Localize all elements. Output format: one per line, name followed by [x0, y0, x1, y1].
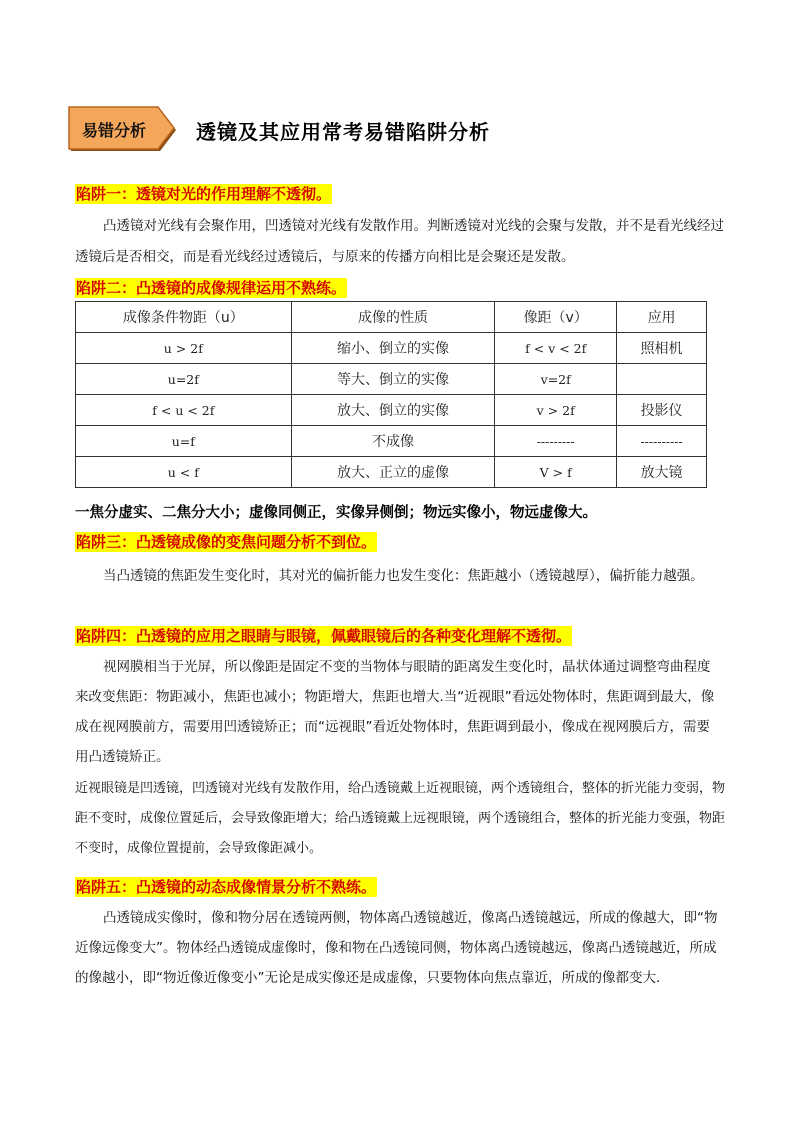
- trap-4-paragraph-2: 近视眼镜是凹透镜，凹透镜对光线有发散作用，给凸透镜戴上近视眼镜，两个透镜组合，整体的折光能力变弱，物距不变时，成像位置延后，会导致像距增大；给凸透镜戴上远视眼镜，两个透镜组合，整体的折光能力变强，物距不变时，成像位置提前，会导致像距减小。: [75, 781, 726, 856]
- error-analysis-tag: [68, 106, 178, 152]
- table-cell: f < u < 2f: [76, 395, 292, 426]
- table-cell: 照相机: [617, 333, 707, 364]
- table-row: [76, 426, 707, 457]
- table-row: [76, 333, 707, 364]
- trap-heading-4: 陷阱四：凸透镜的应用之眼睛与眼镜，佩戴眼镜后的各种变化理解不透彻。: [76, 627, 572, 645]
- table-header-cell: 成像的性质: [291, 302, 495, 333]
- table-cell: 不成像: [291, 426, 495, 457]
- table-row: [76, 364, 707, 395]
- tag-label: 易错分析: [82, 121, 147, 140]
- table-cell: u > 2f: [76, 333, 292, 364]
- table-cell: v=2f: [495, 364, 617, 395]
- trap-heading-2: 陷阱二：凸透镜的成像规律运用不熟练。: [76, 279, 347, 297]
- trap-4-paragraph-1: 视网膜相当于光屏，所以像距是固定不变的当物体与眼睛的距离发生变化时，晶状体通过调整弯曲程度来改变焦距：物距减小，焦距也减小；物距增大，焦距也增大.当“近视眼”看远处物体时，焦距调到最大，像成在视网膜前方，需要用凹透镜矫正；而“远视眼”看近处物体时，焦距调到最小，像成在视网膜后方，需要用凸透镜矫正。: [75, 659, 715, 765]
- trap-5-paragraph: 凸透镜成实像时，像和物分居在透镜两侧，物体离凸透镜越近，像离凸透镜越远，所成的像越大，即“物近像远像变大”。物体经凸透镜成虚像时，像和物在凸透镜同侧，物体离凸透镜越远，像离凸透镜越近，所成的像越小，即“物近像近像变小”无论是成实像还是成虚像，只要物体向焦点靠近，所成的像都变大.: [75, 910, 718, 986]
- table-row: [76, 395, 707, 426]
- table-cell: 放大镜: [617, 457, 707, 488]
- table-cell: 放大、倒立的实像: [291, 395, 495, 426]
- table-cell: 等大、倒立的实像: [291, 364, 495, 395]
- trap-heading-1: 陷阱一：透镜对光的作用理解不透彻。: [76, 185, 332, 203]
- table-cell: 缩小、倒立的实像: [291, 333, 495, 364]
- trap-heading-5: 陷阱五：凸透镜的动态成像情景分析不熟练。: [76, 878, 377, 896]
- table-cell: ---------: [495, 426, 617, 457]
- table-cell: u=2f: [76, 364, 292, 395]
- mnemonic-summary: 一焦分虚实、二焦分大小；虚像同侧正，实像异侧倒；物远实像小，物远虚像大。: [75, 505, 597, 521]
- table-cell: f < v < 2f: [495, 333, 617, 364]
- table-row: [76, 457, 707, 488]
- table-cell: V > f: [495, 457, 617, 488]
- table-cell: 投影仪: [617, 395, 707, 426]
- imaging-rules-table: [75, 301, 707, 488]
- table-cell: u < f: [76, 457, 292, 488]
- table-cell: v > 2f: [495, 395, 617, 426]
- trap-heading-3: 陷阱三：凸透镜成像的变焦问题分析不到位。: [76, 533, 377, 551]
- table-cell: 放大、正立的虚像: [291, 457, 495, 488]
- table-header-row: [76, 302, 707, 333]
- table-cell: u=f: [76, 426, 292, 457]
- table-header-cell: 像距（v）: [495, 302, 617, 333]
- trap-3-paragraph: 当凸透镜的焦距发生变化时，其对光的偏折能力也发生变化：焦距越小（透镜越厚），偏折能力越强。: [103, 568, 704, 584]
- table-header-cell: 应用: [617, 302, 707, 333]
- table-cell: ----------: [617, 426, 707, 457]
- page-title: 透镜及其应用常考易错陷阱分析: [196, 120, 490, 144]
- table-header-cell: 成像条件物距（u）: [76, 302, 292, 333]
- table-cell: [617, 364, 707, 395]
- trap-1-paragraph: 凸透镜对光线有会聚作用，凹透镜对光线有发散作用。判断透镜对光线的会聚与发散，并不是看光线经过透镜后是否相交，而是看光线经过透镜后，与原来的传播方向相比是会聚还是发散。: [75, 218, 724, 265]
- section-header: [68, 106, 728, 156]
